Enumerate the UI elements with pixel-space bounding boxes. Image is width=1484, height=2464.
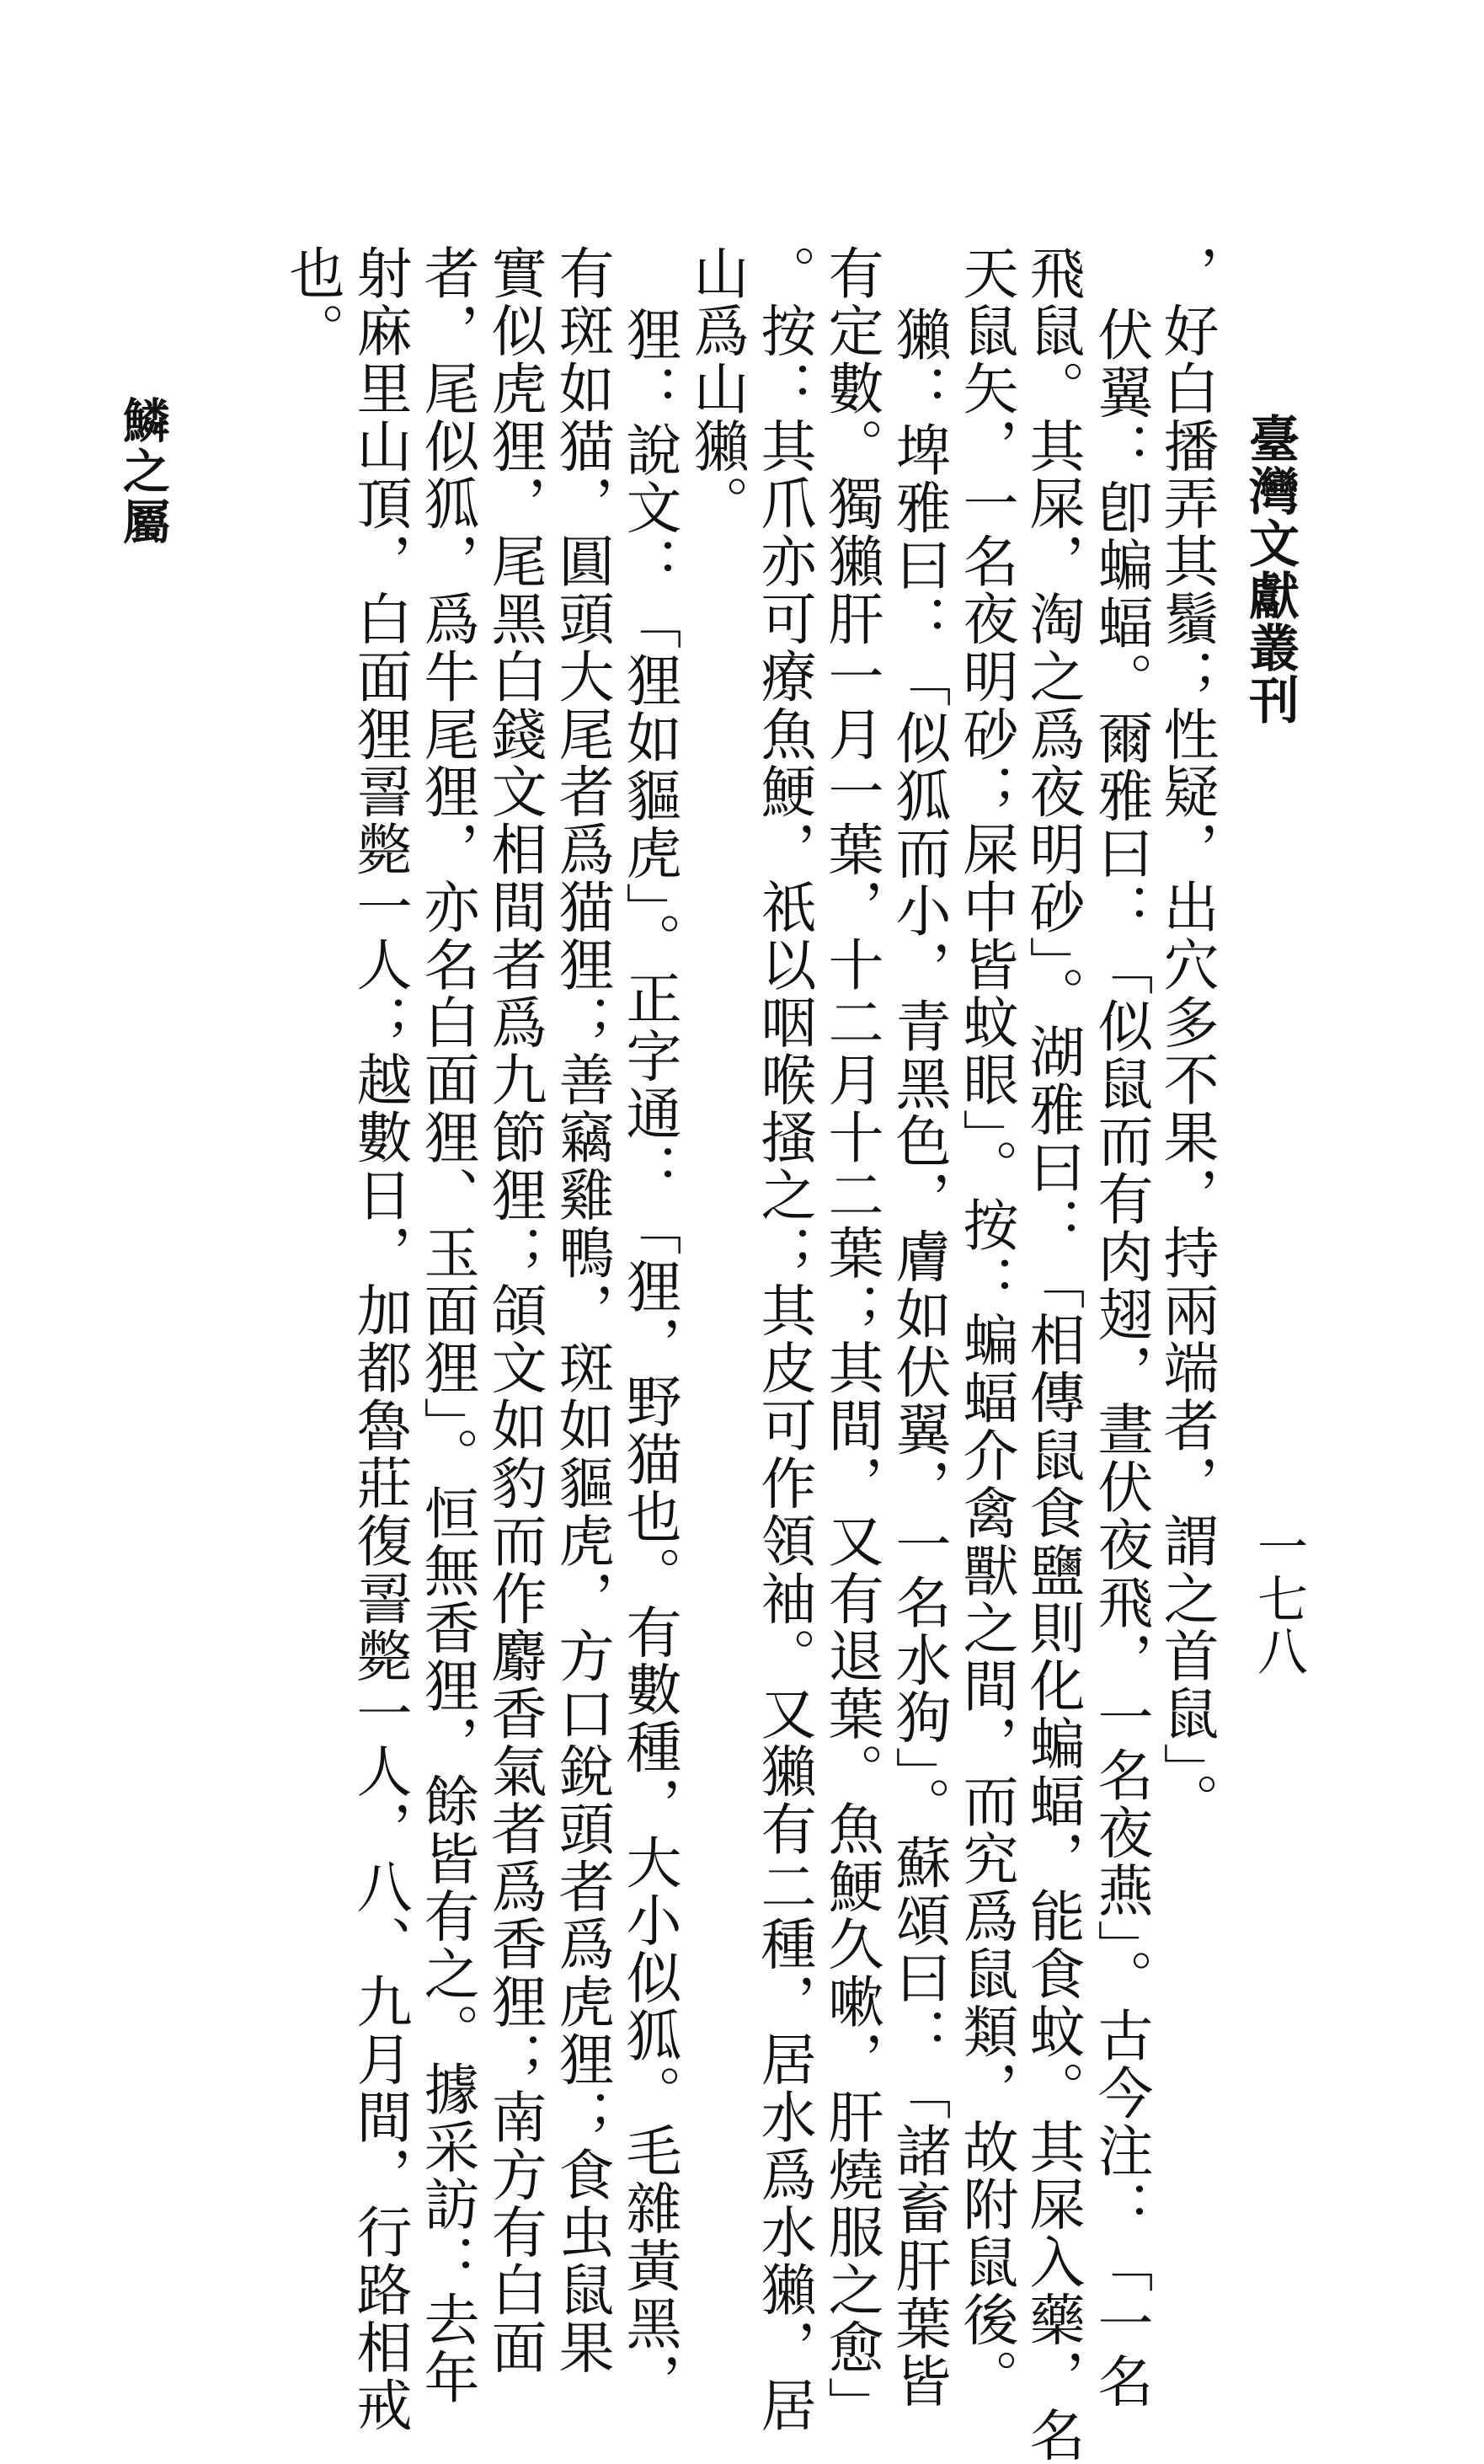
body-column-6: 有定數。獨獺肝一月一葉，十二月十二葉；其間，又有退葉。魚鯁久嗽，肝燒服之愈」 (819, 244, 883, 2435)
body-column-11: 實似虎狸，尾黑白錢文相間者爲九節狸；頜文如豹而作麝香氣者爲香狸；南方有白面 (482, 244, 547, 2376)
body-column-1: ，好白播弄其鬚；性疑，出穴多不果，持兩端者，謂之首鼠」。 (1154, 244, 1219, 1831)
body-column-8: 山爲山獺。 (684, 244, 749, 532)
page-number: 一七八 (1249, 1521, 1308, 1677)
body-column-10: 有斑如猫，圓頭大尾者爲猫狸；善竊雞鴨，斑如貙虎，方口銳頭者爲虎狸；食虫鼠果 (549, 244, 614, 2376)
body-column-7: 。按：其爪亦可療魚鯁，祇以咽喉搔之；其皮可作領袖。又獺有二種，居水爲水獺，居 (751, 244, 816, 2435)
body-column-5: 獺：埤雅曰：「似狐而小，青黑色，膚如伏翼，一名水狗」。蘇頌曰：「諸畜肝葉皆 (886, 306, 951, 2410)
section-footer: 鱗之屬 (115, 396, 171, 548)
body-column-3: 飛鼠。其屎，淘之爲夜明砂」。湖雅曰：「相傳鼠食鹽則化蝙蝠，能食蚊。其屎入藥，名 (1020, 244, 1085, 2464)
body-column-2: 伏翼：卽蝙蝠。爾雅曰：「似鼠而有肉翅，晝伏夜飛，一名夜燕」。古今注：「一名 (1088, 306, 1153, 2410)
body-column-9: 狸：說文：「狸如貙虎」。正字通：「狸，野猫也。有數種，大小似狐。毛雜黃黑， (617, 306, 681, 2410)
running-title: 臺灣文獻叢刊 (1241, 413, 1300, 726)
body-column-13: 射麻里山頂，白面狸䛐斃一人；越數日，加都魯莊復䛐斃一人，八、九月間，行路相戒 (347, 244, 412, 2435)
body-column-4: 天鼠矢，一名夜明砂；屎中皆蚊眼」。按：蝙蝠介禽獸之間，而究爲鼠類，故附鼠後。 (953, 244, 1018, 2407)
body-column-12: 者，尾似狐，爲牛尾狸，亦名白面狸、玉面狸」。恒無香狸，餘皆有之。據采訪：去年 (414, 244, 479, 2407)
body-column-14: 也。 (280, 244, 344, 360)
